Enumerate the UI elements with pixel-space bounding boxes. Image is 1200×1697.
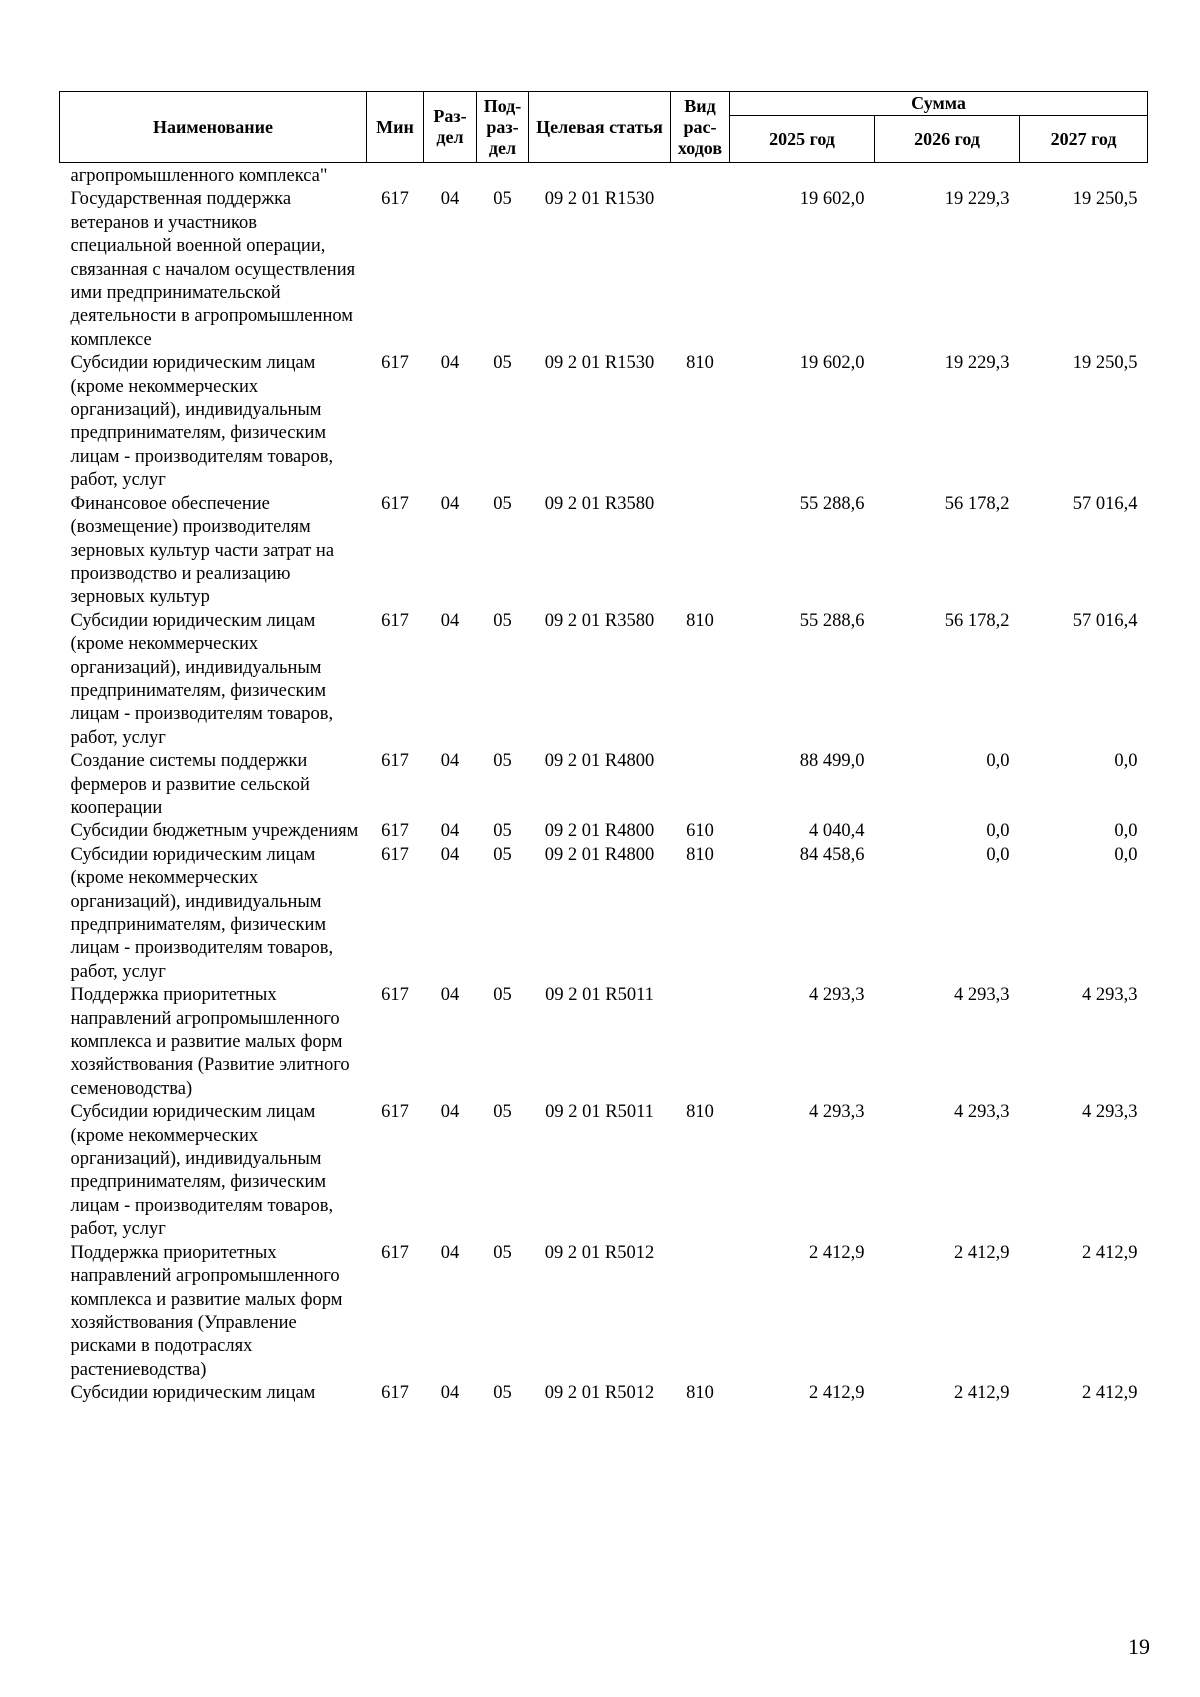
header-celevaya-text: Целевая статья: [536, 116, 663, 137]
cell-expense-type: [671, 188, 730, 352]
cell-razdel: 04: [440, 610, 460, 631]
cell-sum-2025: 19 602,0: [799, 189, 865, 210]
cell-min: 617: [381, 821, 409, 842]
cell-target-article: 09 2 01 R5011: [545, 1102, 654, 1123]
header-vid-text: Вид рас-ходов: [677, 95, 723, 158]
cell-sum-2025: 55 288,6: [799, 610, 865, 631]
budget-table: [59, 91, 1148, 1406]
table-header: [60, 92, 1148, 163]
table-row: [60, 610, 1148, 750]
cell-sum-2027: 0,0: [1114, 844, 1138, 865]
cell-min: [367, 163, 424, 189]
table-row: [60, 1382, 1148, 1405]
cell-razdel: 04: [440, 1242, 460, 1263]
cell-target-article: 09 2 01 R1530: [544, 353, 655, 374]
header-name: Наименование: [60, 92, 367, 163]
cell-min: 617: [381, 493, 409, 514]
cell-razdel: 04: [440, 821, 460, 842]
cell-sum-2027: [1020, 163, 1148, 189]
cell-min: 617: [381, 353, 409, 374]
cell-target-article: 09 2 01 R5012: [544, 1383, 655, 1404]
cell-sum-2026: 0,0: [986, 821, 1010, 842]
header-year-2026: 2026 год: [875, 116, 1020, 163]
cell-sum-2026: 4 293,3: [954, 1102, 1010, 1123]
cell-sum-2027: 57 016,4: [1072, 610, 1138, 631]
cell-sum-2027: 19 250,5: [1072, 353, 1138, 374]
cell-sum-2026: 0,0: [986, 844, 1010, 865]
cell-razdel: 04: [440, 1102, 460, 1123]
header-summa: Сумма: [730, 92, 1148, 116]
cell-podrazdel: 05: [493, 751, 512, 772]
table-row: [60, 1101, 1148, 1241]
cell-podrazdel: 05: [493, 493, 512, 514]
cell-name: Субсидии бюджетным учреждениям: [70, 821, 359, 842]
cell-sum-2026: 19 229,3: [944, 189, 1010, 210]
header-celevaya: [529, 92, 671, 163]
cell-name: Субсидии юридическим лицам (кроме некоммерческих организаций), индивидуальным предпринимателям, физическим лицам - производителям товаров, работ, услуг: [70, 610, 334, 748]
table-row: [60, 352, 1148, 492]
cell-name: Поддержка приоритетных направлений агропромышленного комплекса и развитие малых форм хозяйствования (Управление рисками в подотраслях растениеводства): [70, 1242, 343, 1380]
cell-expense-type: [671, 750, 730, 820]
cell-expense-type: [671, 163, 730, 189]
cell-min: 617: [381, 985, 409, 1006]
cell-sum-2027: 4 293,3: [1082, 1102, 1138, 1123]
header-year-2025: 2025 год: [730, 116, 875, 163]
cell-target-article: 09 2 01 R3580: [544, 493, 655, 514]
cell-sum-2025: [730, 163, 875, 189]
cell-expense-type: [671, 493, 730, 610]
cell-sum-2025: 4 040,4: [809, 821, 865, 842]
cell-podrazdel: 05: [493, 985, 512, 1006]
cell-name: Финансовое обеспечение (возмещение) производителям зерновых культур части затрат на производство и реализацию зерновых культур: [70, 493, 335, 608]
cell-razdel: 04: [440, 751, 460, 772]
cell-podrazdel: 05: [493, 189, 512, 210]
cell-podrazdel: 05: [493, 1102, 512, 1123]
table-body: [60, 163, 1148, 1406]
cell-name: Поддержка приоритетных направлений агропромышленного комплекса и развитие малых форм хозяйствования (Развитие элитного семеноводства): [70, 985, 350, 1099]
cell-min: 617: [381, 1102, 409, 1123]
cell-sum-2025: 4 293,3: [809, 1102, 865, 1123]
cell-expense-type: 610: [686, 821, 714, 842]
cell-sum-2027: 2 412,9: [1082, 1383, 1138, 1404]
cell-sum-2026: 0,0: [986, 751, 1010, 772]
cell-sum-2025: 19 602,0: [799, 353, 865, 374]
cell-podrazdel: 05: [493, 353, 512, 374]
cell-target-article: 09 2 01 R5011: [545, 985, 654, 1006]
cell-razdel: 04: [440, 985, 460, 1006]
cell-expense-type: 810: [686, 353, 714, 374]
cell-sum-2025: 2 412,9: [809, 1383, 865, 1404]
cell-name: Субсидии юридическим лицам (кроме некоммерческих организаций), индивидуальным предпринимателям, физическим лицам - производителям товаров, работ, услуг: [70, 353, 334, 491]
table-row: [60, 844, 1148, 984]
cell-sum-2027: 2 412,9: [1082, 1242, 1138, 1263]
cell-sum-2025: 88 499,0: [799, 751, 865, 772]
cell-min: 617: [381, 1242, 409, 1263]
cell-target-article: 09 2 01 R4800: [544, 821, 655, 842]
cell-expense-type: 810: [686, 610, 714, 631]
cell-name: Создание системы поддержки фермеров и развитие сельской кооперации: [70, 751, 310, 818]
cell-sum-2027: 4 293,3: [1082, 985, 1138, 1006]
table-row: [60, 493, 1148, 610]
cell-expense-type: 810: [686, 1383, 714, 1404]
header-razdel-text: Раз-дел: [433, 106, 467, 147]
cell-expense-type: [671, 984, 730, 1101]
cell-name: Субсидии юридическим лицам (кроме некоммерческих организаций), индивидуальным предпринимателям, физическим лицам - производителям товаров, работ, услуг: [70, 844, 334, 982]
cell-min: 617: [381, 610, 409, 631]
cell-sum-2026: 56 178,2: [944, 493, 1010, 514]
cell-expense-type: 810: [686, 1102, 714, 1123]
table-row: [60, 984, 1148, 1101]
cell-sum-2026: 4 293,3: [954, 985, 1010, 1006]
cell-razdel: 04: [440, 189, 460, 210]
cell-podrazdel: [477, 163, 529, 189]
cell-razdel: 04: [440, 1383, 460, 1404]
cell-podrazdel: 05: [493, 821, 512, 842]
cell-sum-2025: 4 293,3: [809, 985, 865, 1006]
cell-sum-2025: 84 458,6: [799, 844, 865, 865]
cell-razdel: [424, 163, 477, 189]
cell-sum-2026: [875, 163, 1020, 189]
cell-sum-2027: 19 250,5: [1072, 189, 1138, 210]
cell-podrazdel: 05: [493, 1242, 512, 1263]
header-min: Мин: [367, 92, 424, 163]
cell-podrazdel: 05: [493, 844, 512, 865]
cell-sum-2025: 2 412,9: [809, 1242, 865, 1263]
cell-razdel: 04: [440, 844, 460, 865]
cell-razdel: 04: [440, 353, 460, 374]
table-row: [60, 1242, 1148, 1382]
cell-sum-2026: 2 412,9: [954, 1242, 1010, 1263]
cell-min: 617: [381, 751, 409, 772]
header-podrazdel-text: Под-раз-дел: [483, 95, 522, 158]
cell-target-article: 09 2 01 R3580: [544, 610, 655, 631]
header-vid: [671, 92, 730, 163]
cell-min: 617: [381, 1383, 409, 1404]
cell-target-article: 09 2 01 R4800: [544, 751, 655, 772]
header-podrazdel: [477, 92, 529, 163]
cell-sum-2025: 55 288,6: [799, 493, 865, 514]
cell-target-article: [529, 163, 671, 189]
cell-podrazdel: 05: [493, 610, 512, 631]
cell-name: Субсидии юридическим лицам (кроме некоммерческих организаций), индивидуальным предпринимателям, физическим лицам - производителям товаров, работ, услуг: [70, 1102, 334, 1240]
cell-podrazdel: 05: [493, 1383, 512, 1404]
table-row: [60, 163, 1148, 189]
cell-expense-type: [671, 1242, 730, 1382]
table-row: [60, 750, 1148, 820]
cell-name: Государственная поддержка ветеранов и участников специальной военной операции, связанная с началом осуществления ими предпринимательской деятельности в агропромышленном комплексе: [70, 189, 356, 350]
cell-sum-2027: 0,0: [1114, 821, 1138, 842]
cell-sum-2027: 57 016,4: [1072, 493, 1138, 514]
cell-target-article: 09 2 01 R5012: [544, 1242, 655, 1263]
cell-name: агропромышленного комплекса": [70, 166, 328, 186]
page-number: 19: [1128, 1634, 1150, 1659]
cell-min: 617: [381, 844, 409, 865]
cell-name: Субсидии юридическим лицам: [70, 1383, 316, 1404]
cell-min: 617: [381, 189, 409, 210]
cell-target-article: 09 2 01 R1530: [544, 189, 655, 210]
cell-target-article: 09 2 01 R4800: [544, 844, 655, 865]
cell-sum-2026: 56 178,2: [944, 610, 1010, 631]
cell-expense-type: 810: [686, 844, 714, 865]
header-year-2027: 2027 год: [1020, 116, 1148, 163]
header-razdel: [424, 92, 477, 163]
cell-sum-2027: 0,0: [1114, 751, 1138, 772]
cell-sum-2026: 2 412,9: [954, 1383, 1010, 1404]
table-row: [60, 820, 1148, 843]
cell-razdel: 04: [440, 493, 460, 514]
table-row: [60, 188, 1148, 352]
cell-sum-2026: 19 229,3: [944, 353, 1010, 374]
